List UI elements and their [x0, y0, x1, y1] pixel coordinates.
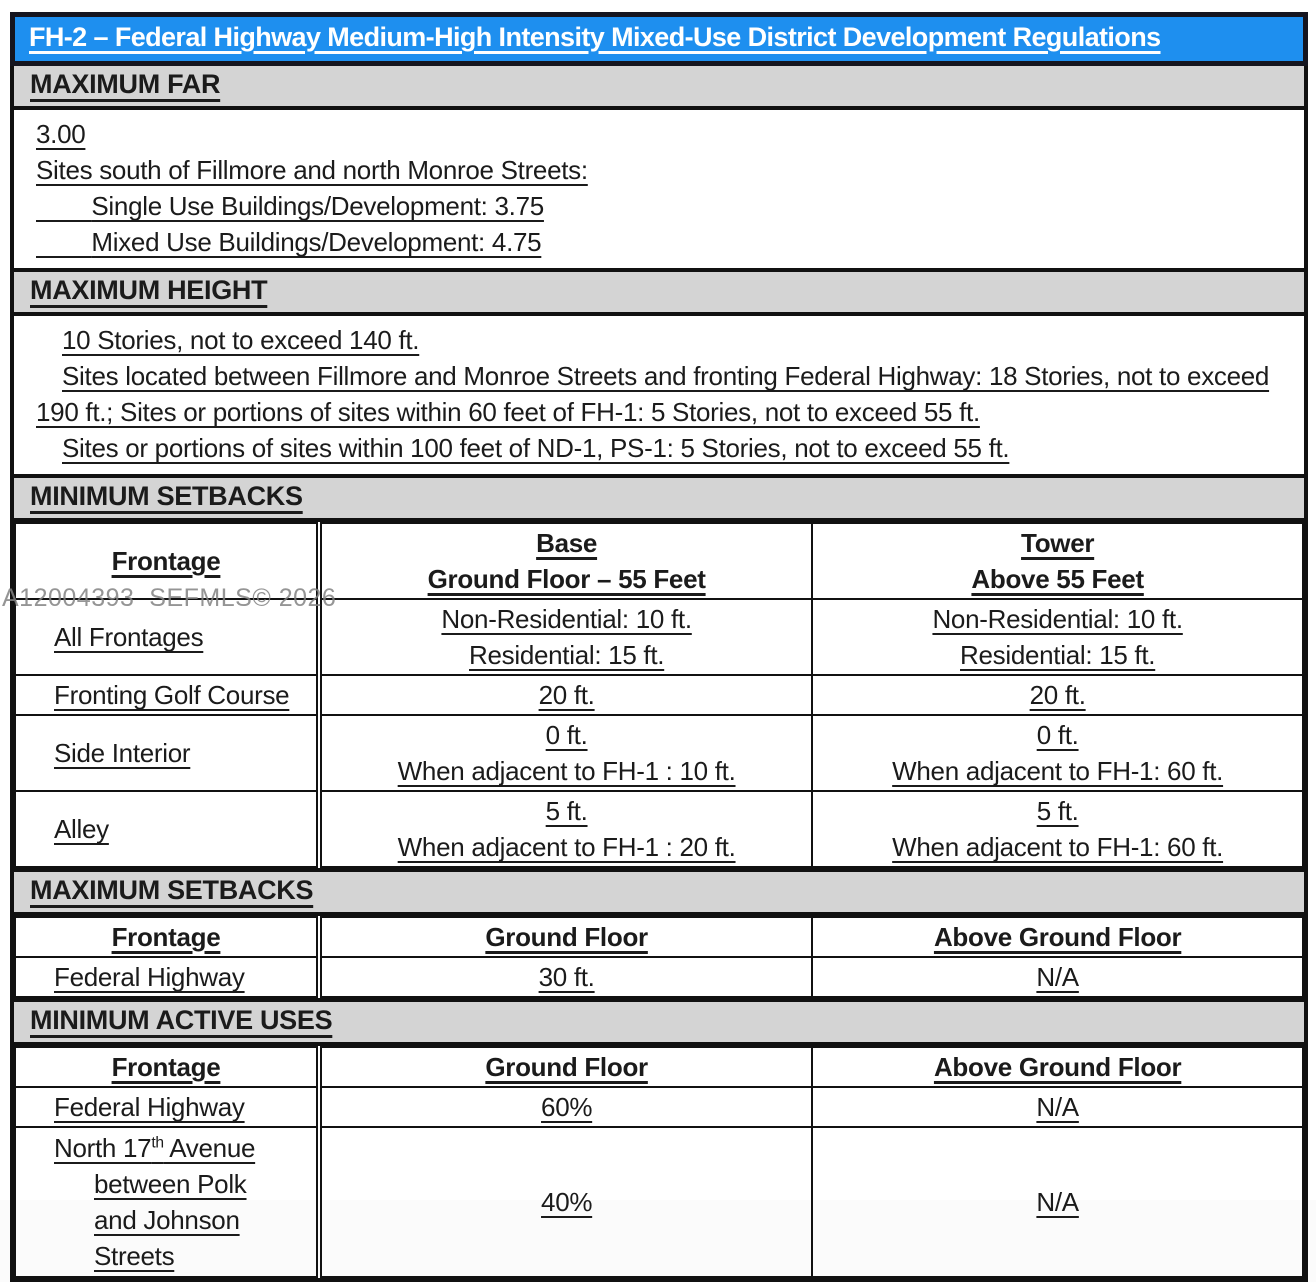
section-heading-minimum-setbacks: [14, 474, 1304, 522]
table-header-row: [15, 917, 1303, 957]
header-base: Base Ground Floor – 55 Feet: [319, 523, 812, 599]
cell-tower: Non-Residential: 10 ft. Residential: 15 ft.: [812, 599, 1303, 675]
title-bar: [10, 12, 1308, 66]
cell-tower: 5 ft. When adjacent to FH-1: 60 ft.: [812, 791, 1303, 867]
header-above-ground-floor: Above Ground Floor: [812, 1047, 1303, 1087]
table-row-north-17th-avenue: [15, 1127, 1303, 1277]
regulations-document: [10, 12, 1308, 1282]
minimum-active-uses-table: [14, 1046, 1304, 1278]
far-note: Sites south of Fillmore and north Monroe Streets:: [36, 155, 588, 185]
height-rule-3: Sites or portions of sites within 100 feet of ND-1, PS-1: 5 Stories, not to exceed 55 ft.: [62, 433, 1010, 463]
document-title: FH-2 – Federal Highway Medium-High Intensity Mixed-Use District Development Regulations: [29, 22, 1161, 52]
header-above-ground-floor: Above Ground Floor: [812, 917, 1303, 957]
header-ground-floor: Ground Floor: [319, 917, 812, 957]
far-mixed-use: Mixed Use Buildings/Development: 4.75: [36, 227, 542, 257]
heading-text: MAXIMUM HEIGHT: [30, 275, 268, 305]
cell-base: 5 ft. When adjacent to FH-1 : 20 ft.: [319, 791, 812, 867]
cell-tower: 0 ft. When adjacent to FH-1: 60 ft.: [812, 715, 1303, 791]
height-rule-2: Sites located between Fillmore and Monroe Streets and fronting Federal Highway: 18 Stories, not to exceed 190 ft.; Sites or portions of sites within 60 feet of FH-1: 5 Stories, not to exceed 55 ft.: [36, 361, 1270, 427]
table-row-fronting-golf-course: [15, 675, 1303, 715]
section-heading-minimum-active-uses: [14, 998, 1304, 1046]
cell-ground-floor: 30 ft.: [319, 957, 812, 997]
cell-base: Non-Residential: 10 ft. Residential: 15 ft.: [319, 599, 812, 675]
header-frontage: Frontage: [15, 917, 319, 957]
table-row-alley: [15, 791, 1303, 867]
far-value: 3.00: [36, 119, 86, 149]
cell-frontage: Side Interior: [15, 715, 319, 791]
heading-text: MAXIMUM FAR: [30, 69, 221, 99]
maximum-setbacks-table: [14, 916, 1304, 998]
cell-above-ground-floor: N/A: [812, 1127, 1303, 1277]
cell-ground-floor: 40%: [319, 1127, 812, 1277]
section-heading-maximum-height: [14, 268, 1304, 316]
minimum-setbacks-table: [14, 522, 1304, 868]
cell-ground-floor: 60%: [319, 1087, 812, 1127]
height-rule-1: 10 Stories, not to exceed 140 ft.: [62, 325, 420, 355]
maximum-height-content: [14, 316, 1304, 474]
section-heading-maximum-far: [14, 66, 1304, 110]
cell-frontage: North 17th Avenue between Polk and Johnson Streets: [15, 1127, 319, 1277]
table-header-row: [15, 523, 1303, 599]
cell-base: 20 ft.: [319, 675, 812, 715]
cell-frontage: Federal Highway: [15, 957, 319, 997]
header-frontage: Frontage: [15, 523, 319, 599]
header-frontage: Frontage: [15, 1047, 319, 1087]
header-ground-floor: Ground Floor: [319, 1047, 812, 1087]
table-row-all-frontages: [15, 599, 1303, 675]
cell-tower: 20 ft.: [812, 675, 1303, 715]
table-row-federal-highway: [15, 957, 1303, 997]
superscript-th: th: [151, 1134, 164, 1152]
cell-frontage: Federal Highway: [15, 1087, 319, 1127]
cell-frontage: All Frontages: [15, 599, 319, 675]
table-header-row: [15, 1047, 1303, 1087]
mls-watermark: A12004393 SEFMLS© 2026: [2, 584, 337, 612]
cell-frontage: Alley: [15, 791, 319, 867]
cell-base: 0 ft. When adjacent to FH-1 : 10 ft.: [319, 715, 812, 791]
section-heading-maximum-setbacks: [14, 868, 1304, 916]
maximum-far-content: [14, 110, 1304, 268]
cell-above-ground-floor: N/A: [812, 1087, 1303, 1127]
table-row-side-interior: [15, 715, 1303, 791]
heading-text: MINIMUM SETBACKS: [30, 481, 303, 511]
heading-text: MINIMUM ACTIVE USES: [30, 1005, 333, 1035]
cell-above-ground-floor: N/A: [812, 957, 1303, 997]
far-single-use: Single Use Buildings/Development: 3.75: [36, 191, 544, 221]
table-row-federal-highway: [15, 1087, 1303, 1127]
header-tower: Tower Above 55 Feet: [812, 523, 1303, 599]
heading-text: MAXIMUM SETBACKS: [30, 875, 314, 905]
cell-frontage: Fronting Golf Course: [15, 675, 319, 715]
document-body: [10, 66, 1308, 1282]
